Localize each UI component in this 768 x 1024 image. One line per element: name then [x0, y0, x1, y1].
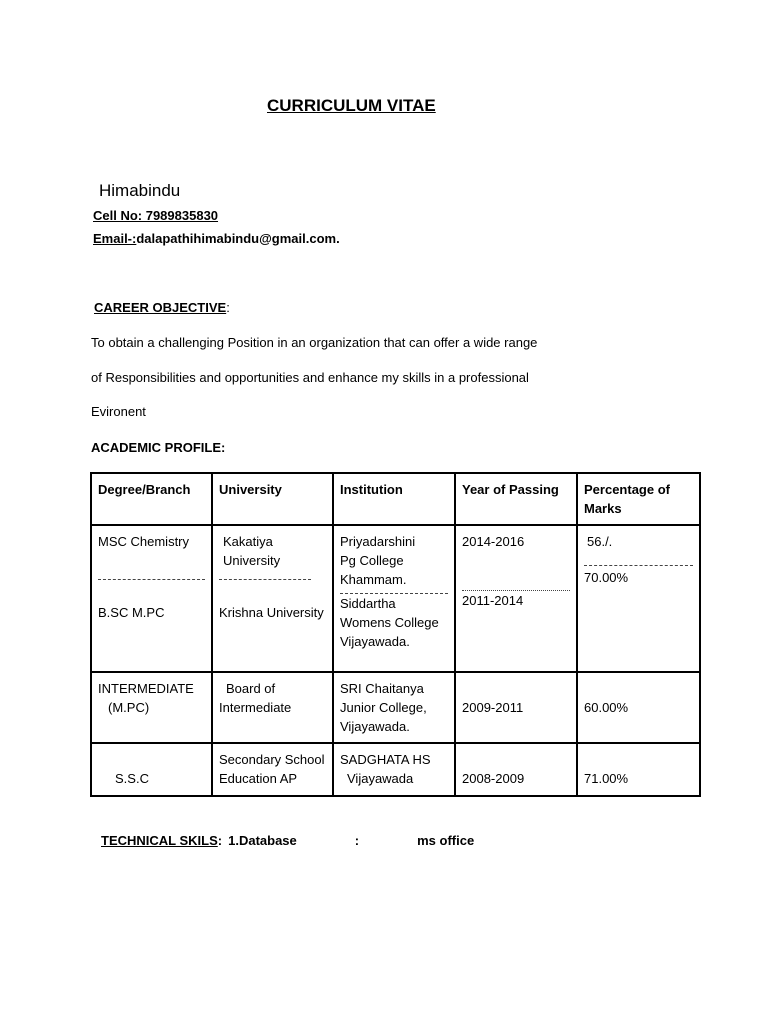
university-kakatiya: Kakatiya University: [223, 534, 281, 568]
email-prefix: Email-:: [93, 231, 137, 246]
academic-profile-heading: ACADEMIC PROFILE:: [91, 440, 226, 455]
career-objective-heading: [94, 300, 230, 315]
degree-bsc: B.SC M.PC: [98, 605, 165, 620]
institution-line: Khammam.: [340, 572, 407, 587]
percentage-bsc: 70.00%: [584, 570, 629, 585]
cell-divider: [98, 579, 205, 580]
page-title: CURRICULUM VITAE: [267, 96, 436, 115]
email-line: [93, 231, 340, 246]
technical-skills: [101, 833, 474, 848]
degree-msc: MSC Chemistry: [98, 534, 190, 549]
technical-skill-item: 1.Database: [228, 833, 297, 848]
header-university: University: [212, 473, 333, 525]
institution-line: Vijayawada.: [340, 719, 410, 734]
university-line: Secondary School: [219, 752, 325, 767]
degree-cell: [91, 525, 212, 672]
degree-line: S.S.C: [115, 771, 149, 786]
institution-line: Womens College: [340, 615, 439, 630]
cell-divider: [219, 579, 311, 580]
candidate-name: Himabindu: [99, 181, 181, 200]
cell-divider: [584, 565, 693, 566]
academic-table: [90, 472, 701, 797]
percentage-cell: [577, 525, 700, 672]
technical-skills-colon: :: [217, 833, 223, 848]
degree-cell: [91, 743, 212, 796]
percentage-cell: 60.00%: [577, 672, 700, 743]
table-header-row: [91, 473, 700, 525]
header-year: Year of Passing: [455, 473, 577, 525]
percentage-cell: 71.00%: [577, 743, 700, 796]
year-msc: 2014-2016: [462, 534, 525, 549]
university-cell: [212, 743, 333, 796]
institution-cell: [333, 672, 455, 743]
institution-line: SRI Chaitanya: [340, 681, 424, 696]
university-line: Intermediate: [219, 700, 292, 715]
objective-line-1: To obtain a challenging Position in an organization that can offer a wide range: [91, 335, 538, 350]
degree-line: (M.PC): [108, 700, 150, 715]
percentage-msc: 56./.: [587, 534, 613, 549]
institution-line: SADGHATA HS: [340, 752, 431, 767]
institution-line: Vijayawada.: [340, 634, 410, 649]
year-bsc: 2011-2014: [462, 593, 524, 608]
technical-skill-separator: :: [354, 833, 360, 848]
degree-cell: [91, 672, 212, 743]
table-row: [91, 743, 700, 796]
institution-cell: [333, 743, 455, 796]
year-cell: 2008-2009: [455, 743, 577, 796]
career-heading-colon: :: [226, 300, 230, 315]
institution-line: Priyadarshini: [340, 534, 416, 549]
cell-number: Cell No: 7989835830: [93, 208, 219, 223]
email-address: dalapathihimabindu@gmail.com.: [136, 231, 340, 246]
institution-line: Siddartha: [340, 596, 396, 611]
header-degree: Degree/Branch: [91, 473, 212, 525]
career-heading-text: CAREER OBJECTIVE: [94, 300, 227, 315]
institution-line: Vijayawada: [347, 771, 414, 786]
objective-line-3: Evironent: [91, 404, 146, 419]
institution-cell: [333, 525, 455, 672]
institution-line: Junior College,: [340, 700, 427, 715]
university-line: Board of: [226, 681, 276, 696]
header-institution: Institution: [333, 473, 455, 525]
header-percentage: Percentage of Marks: [577, 473, 700, 525]
technical-skills-label: TECHNICAL SKILS: [101, 833, 218, 848]
year-cell: 2009-2011: [455, 672, 577, 743]
table-row: [91, 672, 700, 743]
table-row: [91, 525, 700, 672]
year-cell: [455, 525, 577, 672]
university-cell: [212, 525, 333, 672]
institution-line: Pg College: [340, 553, 404, 568]
technical-skill-value: ms office: [417, 833, 475, 848]
objective-line-2: of Responsibilities and opportunities and enhance my skills in a professional: [91, 370, 529, 385]
university-krishna: Krishna University: [219, 605, 324, 620]
degree-line: INTERMEDIATE: [98, 681, 194, 696]
university-cell: [212, 672, 333, 743]
university-line: Education AP: [219, 771, 298, 786]
